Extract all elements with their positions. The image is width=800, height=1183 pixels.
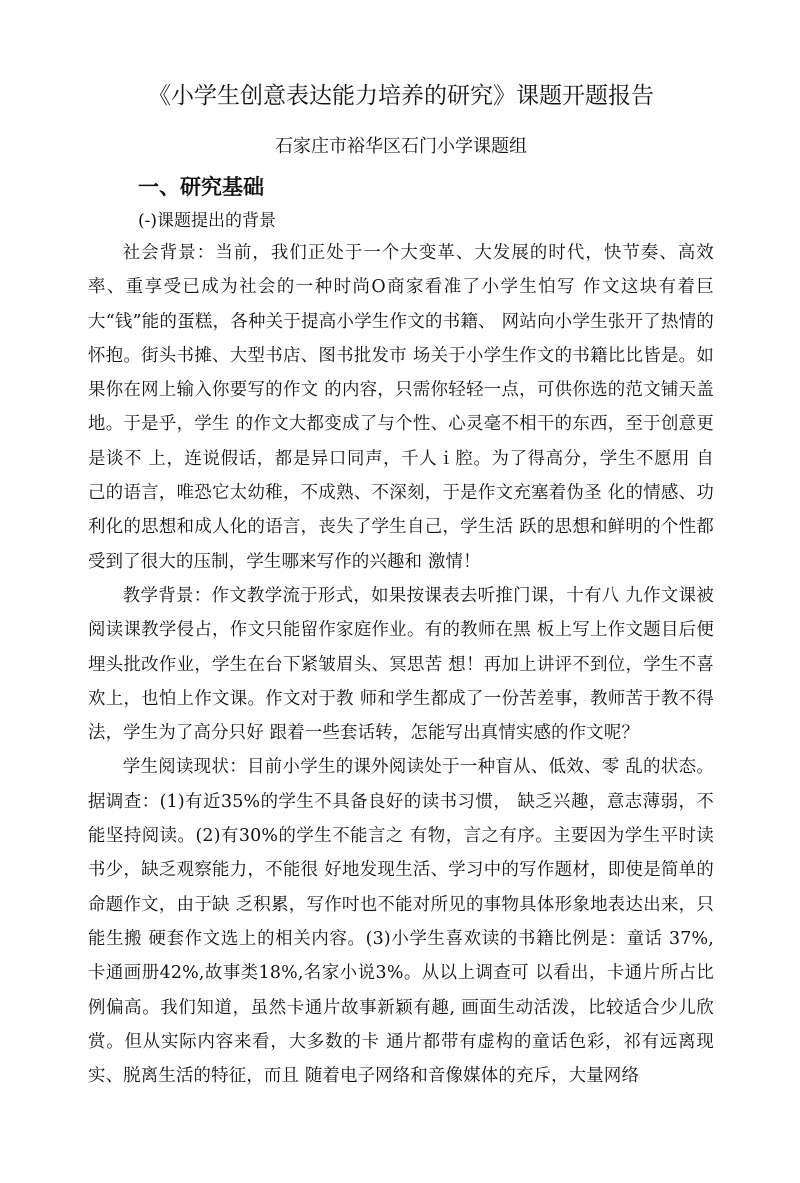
document-title: 《小学生创意表达能力培养的研究》课题开题报告 <box>148 83 654 109</box>
section-heading-research-basis: 一、研究基础 <box>138 175 264 199</box>
author-group: 石家庄市裕华区石门小学课题组 <box>275 136 527 157</box>
paragraph-teaching-background: 教学背景：作文教学流于形式，如果按课表去听推门课，十有八 九作文课被阅读课教学侵占，作文只能留作家庭作业。有的教师在黑 板上写上作文题目后便埋头批改作业，学生在台下紧皱眉头、冥思苦 想！再加上讲评不到位，学生不喜欢上，也怕上作文课。作文对于教 师和学生都成了一份苦差事，教师苦于教不得法，学生为了高分只好 跟着一些套话转，怎能写出真情实感的作文呢？ <box>88 585 714 744</box>
subsection-heading-background: (-)课题提出的背景 <box>138 211 277 231</box>
paragraph-social-background: 社会背景：当前，我们正处于一个大变革、大发展的时代，快节奏、高效率、重享受已成为社会的一种时尚O商家看准了小学生怕写 作文这块有着巨大“钱”能的蛋糕，各种关于提高小学生作文的书籍、 网站向小学生张开了热情的怀抱。街头书摊、大型书店、图书批发市 场关于小学生作文的书籍比比皆是。如果你在网上输入你要写的作文 的内容，只需你轻轻一点，可供你选的范文铺天盖地。于是乎，学生 的作文大都变成了与个性、心灵毫不相干的东西，至于创意更是谈不 上，连说假话，都是异口同声，千人ｉ腔。为了得高分，学生不愿用 自己的语言，唯恐它太幼稚，不成熟、不深刻，于是作文充塞着伪圣 化的情感、功利化的思想和成人化的语言，丧失了学生自己，学生活 跃的思想和鲜明的个性都受到了很大的压制，学生哪来写作的兴趣和 激情！ <box>88 243 714 572</box>
paragraph-reading-status: 学生阅读现状：目前小学生的课外阅读处于一种盲从、低效、零 乱的状态。据调查：(1)有近35%的学生不具备良好的读书习惯， 缺乏兴趣，意志薄弱，不能坚持阅读。(2)有30%的学生不能言之 有物，言之有序。主要因为学生平时读书少，缺乏观察能力，不能很 好地发现生活、学习中的写作题材，即使是简单的命题作文，由于缺 乏积累，写作吋也不能对所见的事物具体形象地表达出来，只能生搬 硬套作文选上的相关内容。(3)小学生喜欢读的书籍比例是：童话 37%,卡通画册42%,故事类18%,名家小说3%。从以上调查可 以看出，卡通片所占比例偏高。我们知道，虽然卡通片故事新颖有趣, 画面生动活泼，比较适合少儿欣赏。但从实际内容来看，大多数的卡 通片都带有虚构的童话色彩，祁有远离现实、脱离生活的特征，而且 随着电子网络和音像媒体的充斥，大量网络 <box>88 757 714 1087</box>
